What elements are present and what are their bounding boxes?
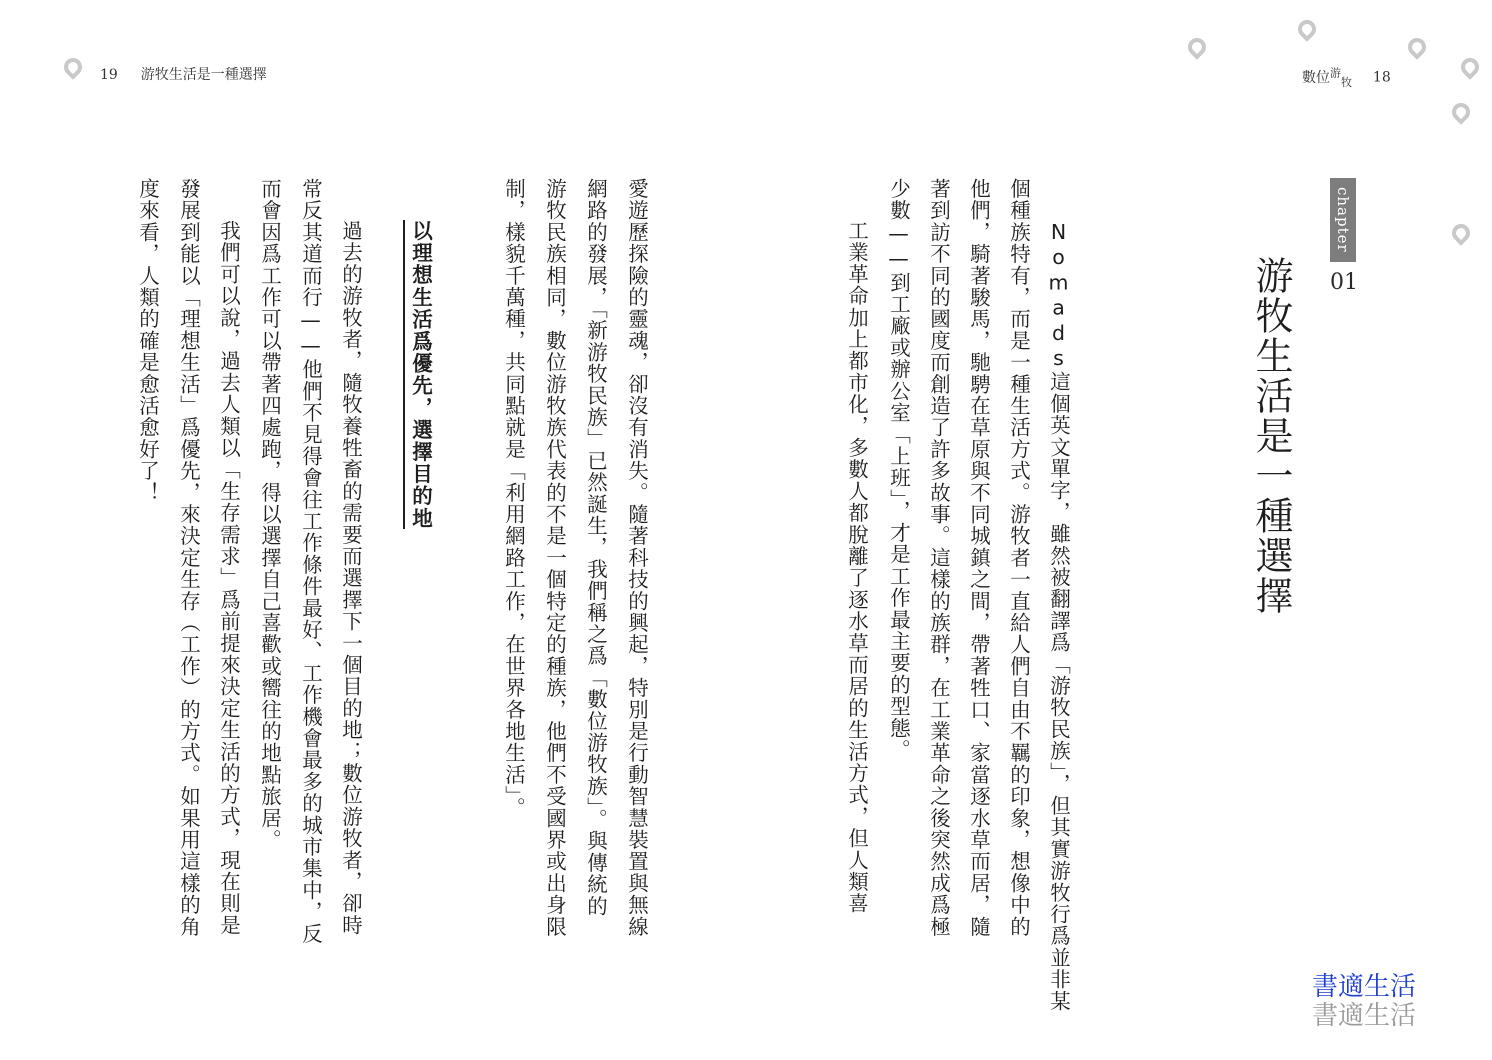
- chapter-title: 游牧生活是一種選擇: [1249, 256, 1293, 616]
- book-title: [1302, 66, 1352, 89]
- paragraph-past-col-3: 而會因爲工作可以帶著四處跑，得以選擇自己喜歡或嚮往的地點旅居。: [257, 178, 282, 851]
- book-title-up: 游: [1330, 66, 1341, 79]
- paragraph-past-col-1: 過去的游牧者，隨牧養牲畜的需要而選擇下一個目的地；數位游牧者，卻時: [338, 220, 363, 937]
- paragraph-nomads-col-2: 個種族特有，而是一種生活方式。游牧者一直給人們自由不羈的印象，想像中的: [1006, 178, 1031, 938]
- paragraph-industrial-col-2: 愛遊歷探險的靈魂，卻沒有消失。隨著科技的興起，特別是行動智慧裝置與無線: [624, 178, 649, 938]
- left-page-number: 19: [100, 67, 118, 83]
- paragraph-industrial-col-1: 工業革命加上都市化，多數人都脫離了逐水草而居的生活方式，但人類喜: [844, 220, 869, 915]
- map-pin-icon: [1294, 16, 1319, 41]
- paragraph-industrial-col-5: 制，樣貌千萬種，共同點就是「利用網路工作，在世界各地生活」。: [501, 178, 526, 819]
- section-heading: 以理想生活爲優先，選擇目的地: [403, 220, 431, 529]
- book-title-down: 牧: [1341, 75, 1352, 89]
- map-pin-icon: [1184, 34, 1209, 59]
- paragraph-nomads-col-4: 著到訪不同的國度而創造了許多故事。這樣的族群，在工業革命之後突然成爲極: [926, 178, 951, 938]
- map-pin-icon: [60, 54, 85, 79]
- paragraph-past-col-2: 常反其道而行——他們不見得會往工作條件最好、工作機會最多的城市集中，反: [298, 178, 323, 945]
- map-pin-icon: [1448, 99, 1473, 124]
- right-page-number: 18: [1372, 69, 1391, 86]
- chapter-label: chapter: [1334, 187, 1352, 253]
- map-pin-icon: [1404, 34, 1429, 59]
- paragraph-ideal-col-2: 發展到能以「理想生活」爲優先，來決定生存（工作）的方式。如果用這樣的角: [176, 178, 201, 938]
- paragraph-nomads-col-1: Nomads這個英文單字，雖然被翻譯爲「游牧民族」，但其實游牧行爲並非某: [1046, 220, 1071, 1012]
- paragraph-ideal-col-3: 度來看，人類的確是愈活愈好了！: [135, 178, 160, 504]
- map-pin-icon: [1457, 54, 1482, 79]
- paragraph-industrial-col-3: 網路的發展，「新游牧民族」已然誕生，我們稱之爲「數位游牧族」。與傳統的: [583, 178, 608, 917]
- left-running-head: [100, 64, 267, 84]
- paragraph-nomads-col-3: 他們，騎著駿馬，馳騁在草原與不同城鎮之間，帶著牲口、家當逐水草而居，隨: [966, 178, 991, 938]
- book-title-main: 數位: [1302, 69, 1330, 86]
- chapter-label-tab: [1330, 178, 1356, 262]
- right-running-head: [1302, 64, 1391, 89]
- left-running-title: 游牧生活是一種選擇: [140, 67, 267, 83]
- watermark-logo-line2: 書適生活: [1312, 1001, 1417, 1031]
- paragraph-nomads-col-5: 少數——到工廠或辦公室「上班」，才是工作最主要的型態。: [886, 178, 911, 761]
- chapter-number: 01: [1330, 270, 1358, 295]
- map-pin-icon: [1448, 220, 1473, 245]
- paragraph-ideal-col-1: 我們可以說，過去人類以「生存需求」爲前提來決定生活的方式，現在則是: [216, 220, 241, 937]
- watermark-logo-line1: 書適生活: [1312, 972, 1417, 1002]
- paragraph-industrial-col-4: 游牧民族相同，數位游牧族代表的不是一個特定的種族，他們不受國界或出身限: [542, 178, 567, 938]
